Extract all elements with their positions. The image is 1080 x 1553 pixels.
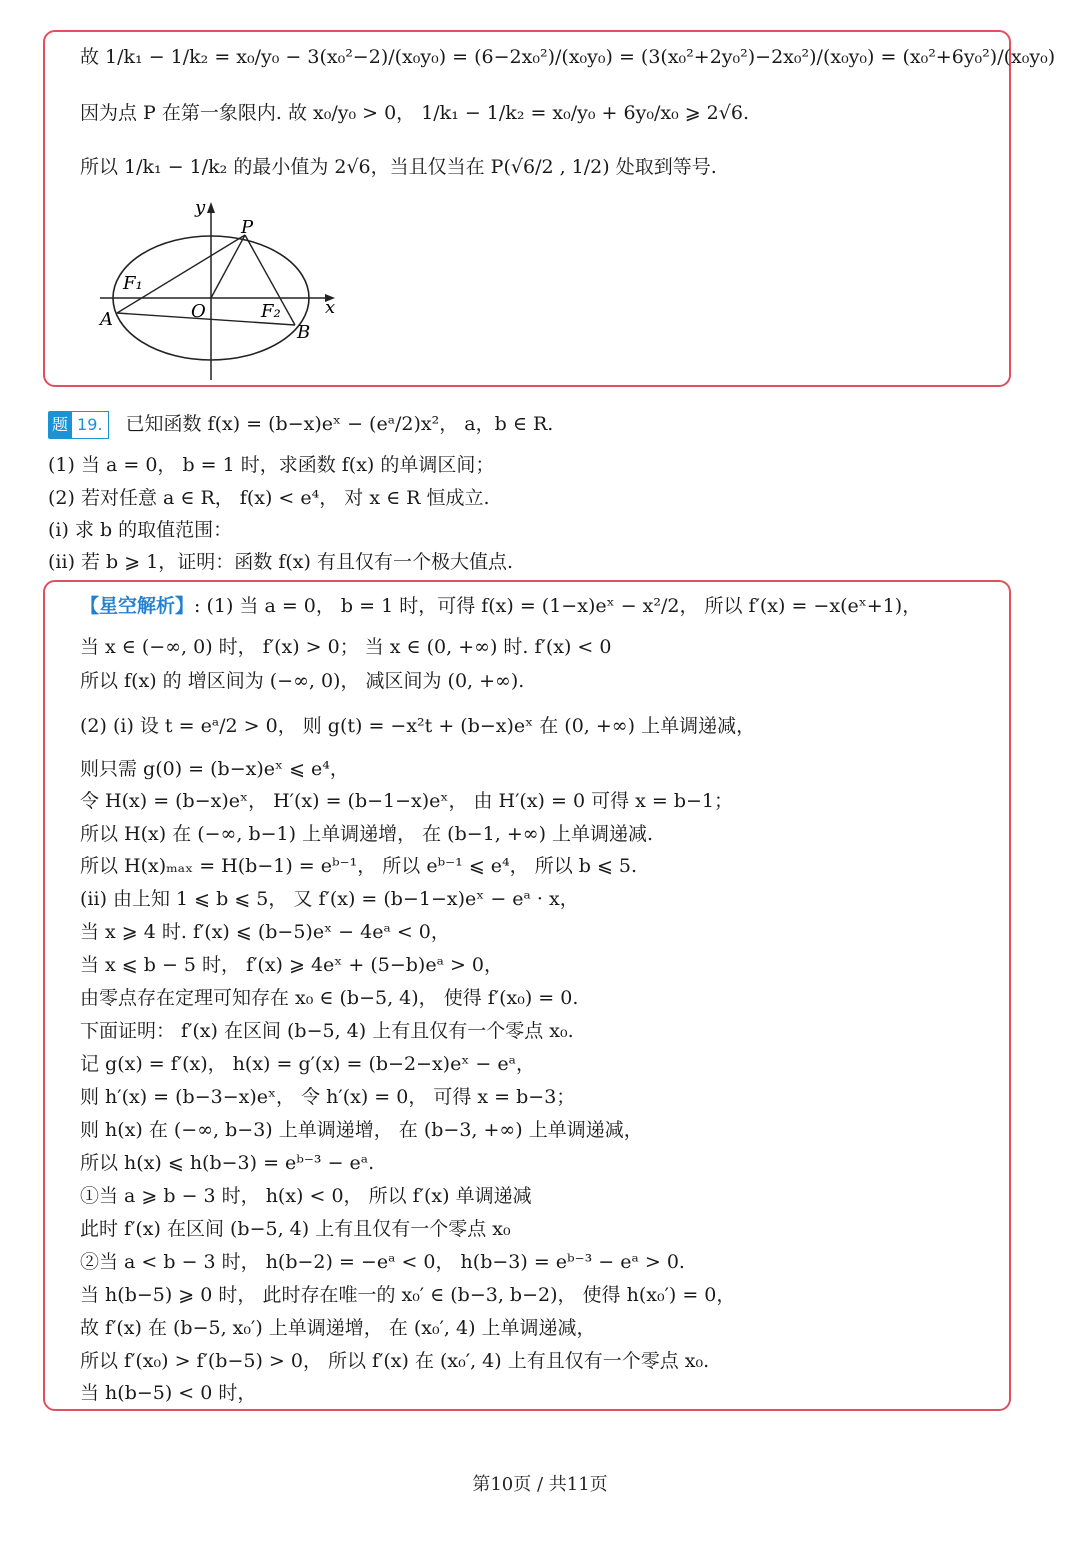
solution-line: 令 H(x) = (b−x)eˣ， H′(x) = (b−1−x)eˣ， 由 H′(x) = 0 可得 x = b−1； — [80, 790, 734, 812]
solution-line: 当 x ⩽ b − 5 时， f′(x) ⩾ 4eˣ + (5−b)eᵃ > 0， — [80, 954, 504, 976]
page-footer: 第10页 / 共11页 — [472, 1474, 608, 1495]
label-B: B — [297, 322, 311, 343]
solution-line-first — [80, 593, 921, 619]
label-x: x — [325, 297, 336, 318]
solution-line: 所以 f′(x₀) > f′(b−5) > 0， 所以 f′(x) 在 (x₀′, 4) 上有且仅有一个零点 x₀. — [80, 1350, 710, 1372]
solution-line: 所以 H(x) 在 (−∞, b−1) 上单调递增， 在 (b−1, +∞) 上单调递减. — [80, 823, 654, 845]
solution-line: 则 h′(x) = (b−3−x)eˣ， 令 h′(x) = 0， 可得 x = b−3； — [80, 1086, 576, 1108]
solution-line: 当 h(b−5) ⩾ 0 时， 此时存在唯一的 x₀′ ∈ (b−3, b−2)， 使得 h(x₀′) = 0， — [80, 1284, 736, 1306]
solution-line: (ii) 由上知 1 ⩽ b ⩽ 5， 又 f′(x) = (b−1−x)eˣ − eᵃ · x， — [80, 888, 579, 910]
solution-line: 当 x ⩾ 4 时. f′(x) ⩽ (b−5)eˣ − 4eᵃ < 0， — [80, 921, 450, 943]
solution-line: 当 x ∈ (−∞, 0) 时， f′(x) > 0； 当 x ∈ (0, +∞) 时. f′(x) < 0 — [80, 636, 612, 658]
solution-line: 由零点存在定理可知存在 x₀ ∈ (b−5, 4)， 使得 f′(x₀) = 0. — [80, 987, 579, 1009]
solution-line: 记 g(x) = f′(x)， h(x) = g′(x) = (b−2−x)eˣ − eᵃ， — [80, 1053, 535, 1075]
question-part-2ii: (ii) 若 b ⩾ 1，证明：函数 f(x) 有且仅有一个极大值点. — [48, 551, 514, 573]
solution-first-text: : (1) 当 a = 0， b = 1 时，可得 f(x) = (1−x)eˣ − x²/2， 所以 f′(x) = −x(eˣ+1)， — [194, 595, 922, 617]
solution-line: 当 h(b−5) < 0 时， — [80, 1382, 257, 1404]
label-F1: F₁ — [123, 273, 143, 294]
solution-line: ②当 a < b − 3 时， h(b−2) = −eᵃ < 0， h(b−3) = eᵇ⁻³ − eᵃ > 0. — [80, 1251, 685, 1273]
ellipse-figure — [95, 195, 345, 385]
question-part-1: (1) 当 a = 0， b = 1 时，求函数 f(x) 的单调区间； — [48, 454, 495, 476]
segment-PO — [211, 235, 245, 298]
box1-line-3: 所以 1/k₁ − 1/k₂ 的最小值为 2√6，当且仅当在 P(√6/2 , 1/2) 处取到等号. — [80, 156, 717, 178]
question-badge: 题 — [48, 411, 72, 439]
solution-line: 下面证明： f′(x) 在区间 (b−5, 4) 上有且仅有一个零点 x₀. — [80, 1020, 574, 1042]
label-y: y — [195, 197, 206, 218]
solution-line: ①当 a ⩾ b − 3 时， h(x) < 0， 所以 f′(x) 单调递减 — [80, 1185, 532, 1207]
solution-line: 所以 h(x) ⩽ h(b−3) = eᵇ⁻³ − eᵃ. — [80, 1152, 375, 1174]
solution-line: (2) (i) 设 t = eᵃ/2 > 0， 则 g(t) = −x²t + (b−x)eˣ 在 (0, +∞) 上单调递减， — [80, 715, 756, 737]
question-header — [48, 411, 553, 439]
solution-line: 故 f′(x) 在 (b−5, x₀′) 上单调递增， 在 (x₀′, 4) 上单调递减， — [80, 1317, 596, 1339]
box1-line-2: 因为点 P 在第一象限内. 故 x₀/y₀ > 0， 1/k₁ − 1/k₂ = x₀/y₀ + 6y₀/x₀ ⩾ 2√6. — [80, 102, 750, 124]
solution-line: 所以 f(x) 的 增区间为 (−∞, 0)， 减区间为 (0, +∞). — [80, 670, 525, 692]
solution-line: 此时 f′(x) 在区间 (b−5, 4) 上有且仅有一个零点 x₀ — [80, 1218, 511, 1240]
y-axis-arrow — [207, 202, 215, 213]
label-A: A — [100, 309, 113, 330]
question-part-2: (2) 若对任意 a ∈ R， f(x) < e⁴， 对 x ∈ R 恒成立. — [48, 487, 490, 509]
question-stem: 已知函数 f(x) = (b−x)eˣ − (eᵃ/2)x²， a，b ∈ R. — [125, 413, 554, 435]
solution-line: 所以 H(x)ₘₐₓ = H(b−1) = eᵇ⁻¹， 所以 eᵇ⁻¹ ⩽ e⁴， 所以 b ⩽ 5. — [80, 855, 638, 877]
question-part-2i: (i) 求 b 的取值范围： — [48, 519, 233, 541]
solution-tag: 【星空解析】 — [80, 595, 195, 617]
question-number: 19. — [70, 411, 109, 439]
label-F2: F₂ — [261, 301, 281, 322]
solution-line: 则只需 g(0) = (b−x)eˣ ⩽ e⁴， — [80, 758, 349, 780]
box1-line-1: 故 1/k₁ − 1/k₂ = x₀/y₀ − 3(x₀²−2)/(x₀y₀) = (6−2x₀²)/(x₀y₀) = (3(x₀²+2y₀²)−2x₀²)/(x₀y₀) = (x₀²+6y₀²)/(x₀y₀) — [80, 46, 1056, 68]
solution-line: 则 h(x) 在 (−∞, b−3) 上单调递增， 在 (b−3, +∞) 上单调递减， — [80, 1119, 643, 1141]
label-P: P — [241, 217, 254, 238]
label-O: O — [191, 301, 206, 322]
